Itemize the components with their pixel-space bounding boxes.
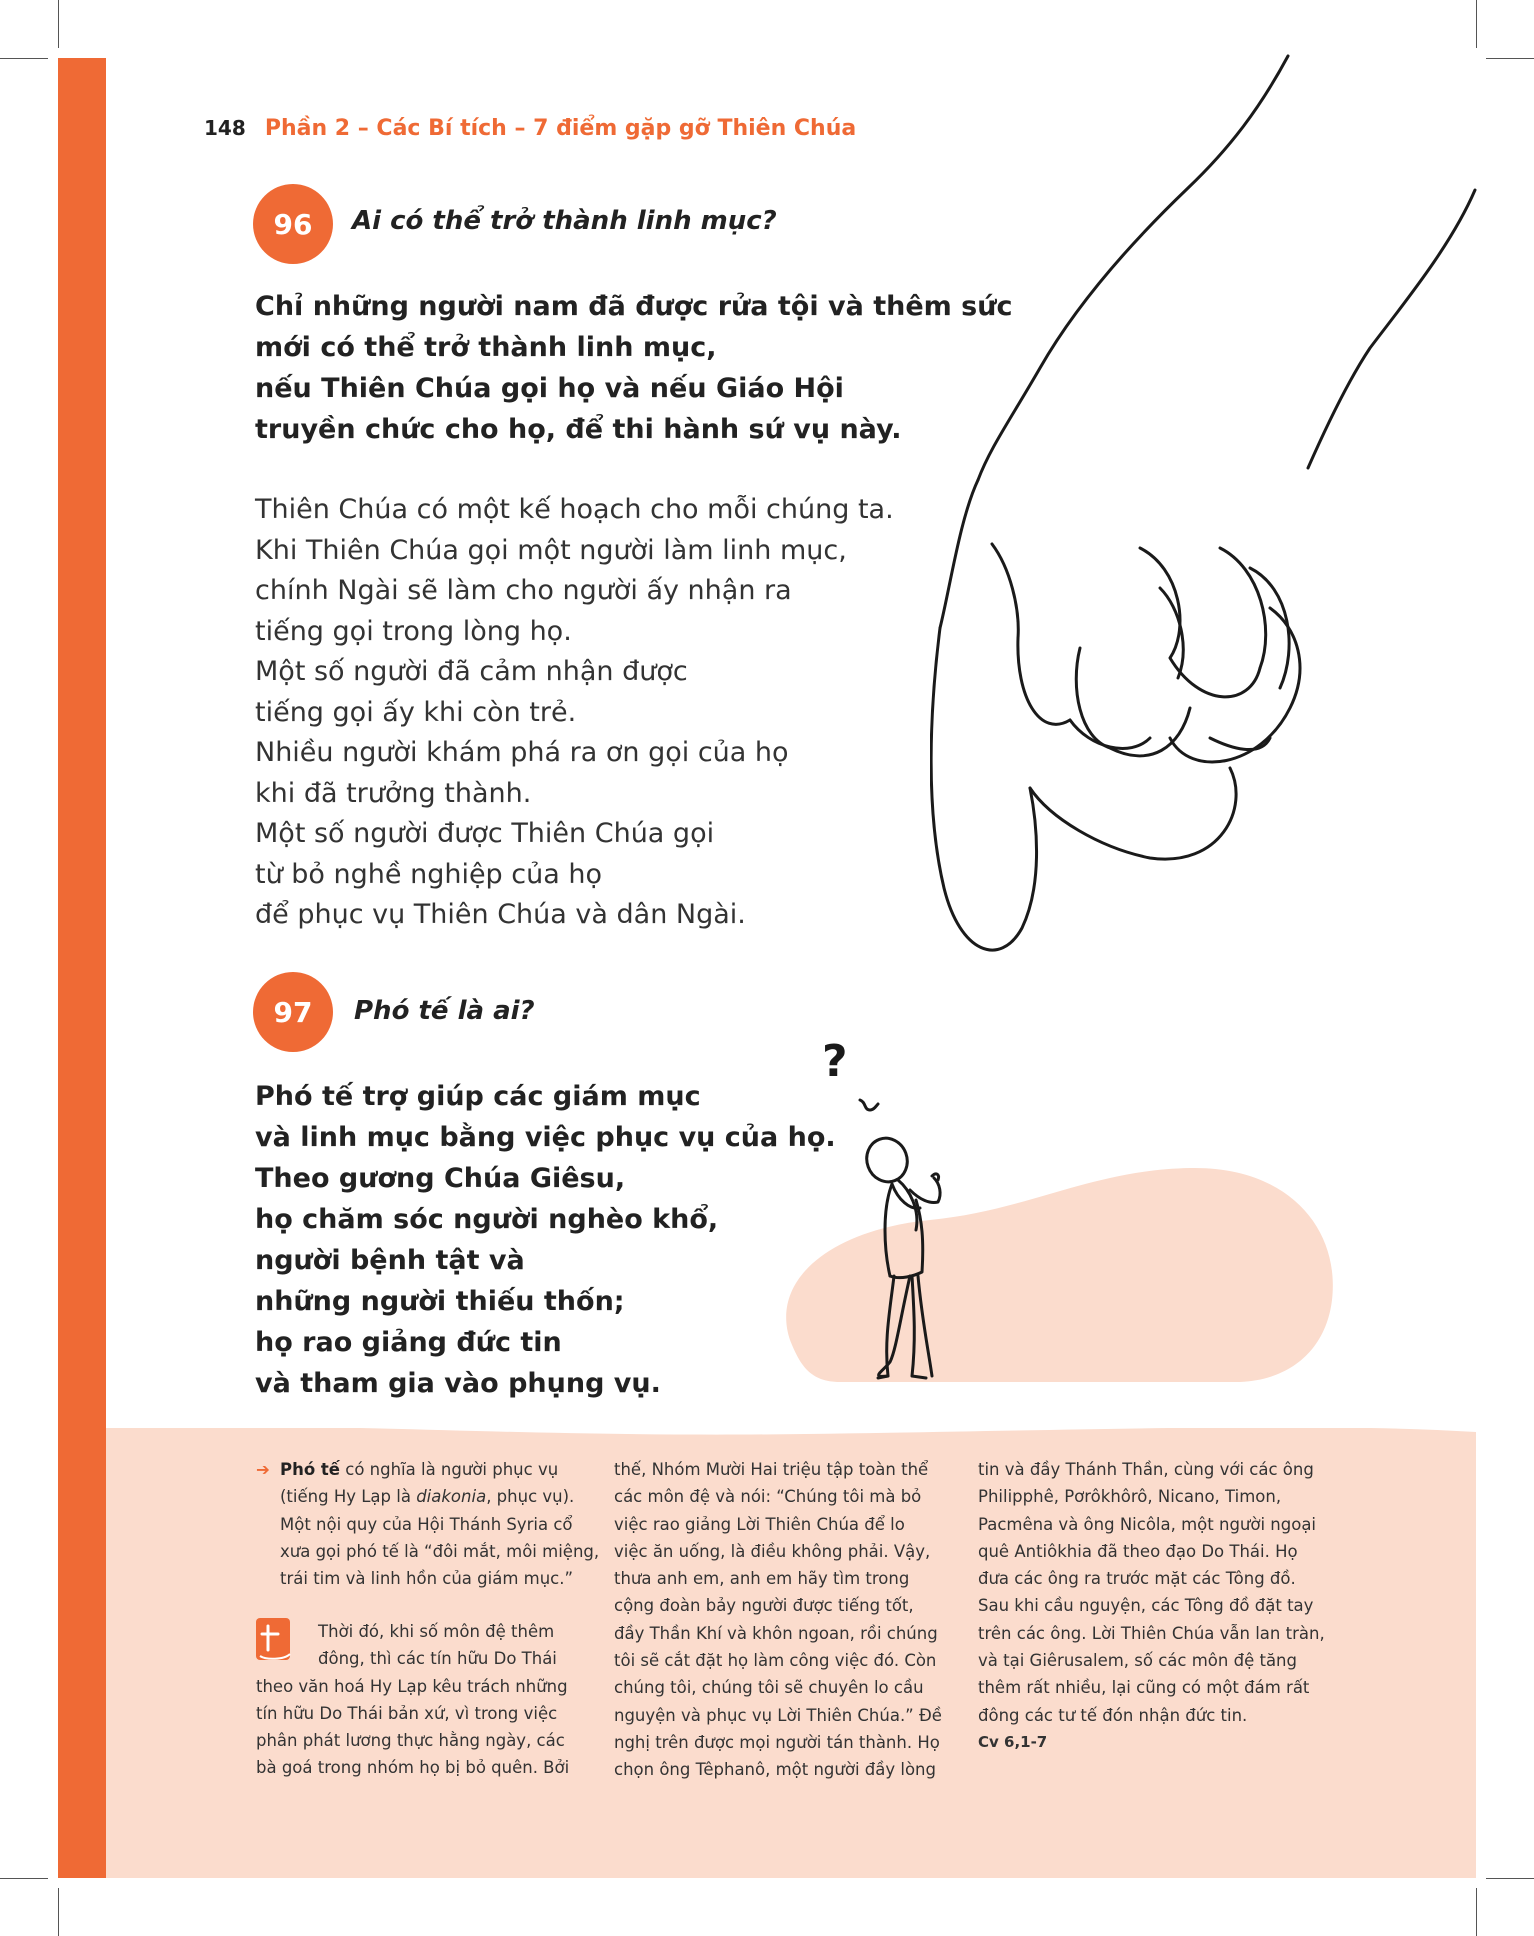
answer-text	[255, 286, 1012, 450]
answer-line: và tham gia vào phụng vụ.	[255, 1368, 661, 1399]
scripture-line: phân phát lương thực hằng ngày, các	[256, 1731, 565, 1751]
question-number-badge: 96	[253, 184, 333, 264]
scripture-line: Sau khi cầu nguyện, các Tông đồ đặt tay	[978, 1596, 1314, 1616]
note-text: có nghĩa là người phục vụ	[340, 1460, 559, 1479]
scripture-line: trên các ông. Lời Thiên Chúa vẫn lan tràn,	[978, 1623, 1325, 1643]
scripture-line: Philipphê, Pơrôkhôrô, Nicano, Timon,	[978, 1487, 1282, 1507]
scripture-line: bà goá trong nhóm họ bị bỏ quên. Bởi	[256, 1758, 570, 1778]
scripture-line: và tại Giêrusalem, số các môn đệ tăng	[978, 1651, 1297, 1671]
scripture-line: thế, Nhóm Mười Hai triệu tập toàn thể	[614, 1460, 929, 1479]
scripture-line: tôi sẽ cắt đặt họ làm công việc đó. Còn	[614, 1651, 937, 1671]
answer-line: mới có thể trở thành linh mục,	[255, 332, 717, 363]
scripture-line: chúng tôi, chúng tôi sẽ chuyên lo cầu	[614, 1678, 924, 1698]
pointing-hand-illustration	[930, 48, 1490, 968]
body-line: từ bỏ nghề nghiệp của họ	[255, 858, 602, 890]
question-mark: ?	[822, 1036, 848, 1087]
note-term: Phó tế	[280, 1460, 340, 1479]
answer-line: những người thiếu thốn;	[255, 1286, 625, 1317]
answer-line: họ chăm sóc người nghèo khổ,	[255, 1204, 719, 1235]
scripture-line: Thời đó, khi số môn đệ thêm	[318, 1622, 555, 1641]
scripture-column	[614, 1456, 942, 1784]
answer-line: truyền chức cho họ, để thi hành sứ vụ này.	[255, 414, 902, 445]
scripture-column	[978, 1456, 1325, 1756]
crop-mark	[58, 0, 59, 48]
answer-line: người bệnh tật và	[255, 1245, 525, 1276]
answer-line: và linh mục bằng việc phục vụ của họ.	[255, 1122, 836, 1153]
answer-line: nếu Thiên Chúa gọi họ và nếu Giáo Hội	[255, 373, 844, 404]
scripture-line: tín hữu Do Thái bản xứ, vì trong việc	[256, 1703, 558, 1723]
note-column	[256, 1456, 600, 1592]
scripture-line: thêm rất nhiều, lại cũng có một đám rất	[978, 1678, 1310, 1698]
body-line: chính Ngài sẽ làm cho người ấy nhận ra	[255, 575, 792, 606]
note-line: xưa gọi phó tế là “đôi mắt, môi miệng,	[280, 1541, 600, 1561]
side-color-bar	[58, 58, 106, 1878]
body-line: tiếng gọi ấy khi còn trẻ.	[255, 696, 577, 728]
crop-mark	[1476, 1888, 1477, 1936]
scripture-column	[256, 1618, 569, 1782]
question-number-badge: 97	[253, 972, 333, 1052]
question-title: Ai có thể trở thành linh mục?	[352, 206, 777, 236]
scripture-line: đầy Thần Khí và khôn ngoan, rồi chúng	[614, 1623, 938, 1643]
scripture-line: việc rao giảng Lời Thiên Chúa để lo	[614, 1514, 905, 1534]
crop-mark	[0, 1878, 48, 1879]
answer-line: Phó tế trợ giúp các giám mục	[255, 1081, 701, 1112]
body-line: để phục vụ Thiên Chúa và dân Ngài.	[255, 899, 746, 930]
note-greek-term: diakonia	[416, 1487, 487, 1507]
crop-mark	[58, 1888, 59, 1936]
answer-line: Theo gương Chúa Giêsu,	[255, 1163, 626, 1194]
scripture-line: thưa anh em, anh em hãy tìm trong	[614, 1569, 910, 1589]
scripture-reference: Cv 6,1-7	[978, 1732, 1048, 1751]
body-line: tiếng gọi trong lòng họ.	[255, 615, 572, 647]
scripture-line: đông các tư tế đón nhận đức tin.	[978, 1705, 1248, 1725]
page-header	[204, 116, 856, 141]
body-line: khi đã trưởng thành.	[255, 777, 532, 809]
body-line: Một số người được Thiên Chúa gọi	[255, 818, 715, 849]
scripture-line: đưa các ông ra trước mặt các Tông đồ.	[978, 1569, 1296, 1589]
scripture-line: cộng đoàn bảy người được tiếng tốt,	[614, 1596, 914, 1616]
scripture-line: chọn ông Têphanô, một người đầy lòng	[614, 1760, 936, 1780]
crop-mark	[1486, 58, 1534, 59]
body-line: Một số người đã cảm nhận được	[255, 656, 688, 687]
page-number: 148	[204, 116, 246, 140]
crop-mark	[0, 58, 48, 59]
note-text: (tiếng Hy Lạp là	[280, 1487, 417, 1507]
note-line: Một nội quy của Hội Thánh Syria cổ	[280, 1514, 573, 1534]
body-line: Khi Thiên Chúa gọi một người làm linh mục,	[255, 534, 847, 566]
scripture-line: nguyện và phục vụ Lời Thiên Chúa.” Đề	[614, 1705, 942, 1725]
section-title: Phần 2 – Các Bí tích – 7 điểm gặp gỡ Thiên Chúa	[264, 116, 857, 141]
scripture-line: quê Antiôkhia đã theo đạo Do Thái. Họ	[978, 1541, 1298, 1561]
note-line: trái tim và linh hồn của giám mục.”	[280, 1569, 574, 1589]
scripture-line: việc ăn uống, là điều không phải. Vậy,	[614, 1541, 931, 1561]
body-line: Thiên Chúa có một kế hoạch cho mỗi chúng ta.	[255, 494, 894, 525]
answer-line: họ rao giảng đức tin	[255, 1327, 562, 1358]
scripture-line: nghị trên được mọi người tán thành. Họ	[614, 1732, 940, 1752]
question-title: Phó tế là ai?	[354, 996, 535, 1026]
crop-mark	[1476, 0, 1477, 48]
thinking-person-illustration	[840, 1080, 980, 1390]
scripture-line: Pacmêna và ông Nicôla, một người ngoại	[978, 1514, 1317, 1534]
arrow-right-icon: ➔	[256, 1460, 270, 1479]
body-line: Nhiều người khám phá ra ơn gọi của họ	[255, 737, 789, 768]
answer-line: Chỉ những người nam đã được rửa tội và thêm sức	[255, 291, 1013, 322]
crop-mark	[1486, 1878, 1534, 1879]
explanation-text	[255, 490, 894, 936]
note-text: , phục vụ).	[486, 1487, 575, 1507]
scripture-line: tin và đầy Thánh Thần, cùng với các ông	[978, 1460, 1314, 1479]
scripture-line: các môn đệ và nói: “Chúng tôi mà bỏ	[614, 1487, 922, 1507]
scripture-line: đông, thì các tín hữu Do Thái	[318, 1649, 557, 1669]
answer-text	[255, 1076, 836, 1404]
scripture-line: theo văn hoá Hy Lạp kêu trách những	[256, 1676, 568, 1696]
